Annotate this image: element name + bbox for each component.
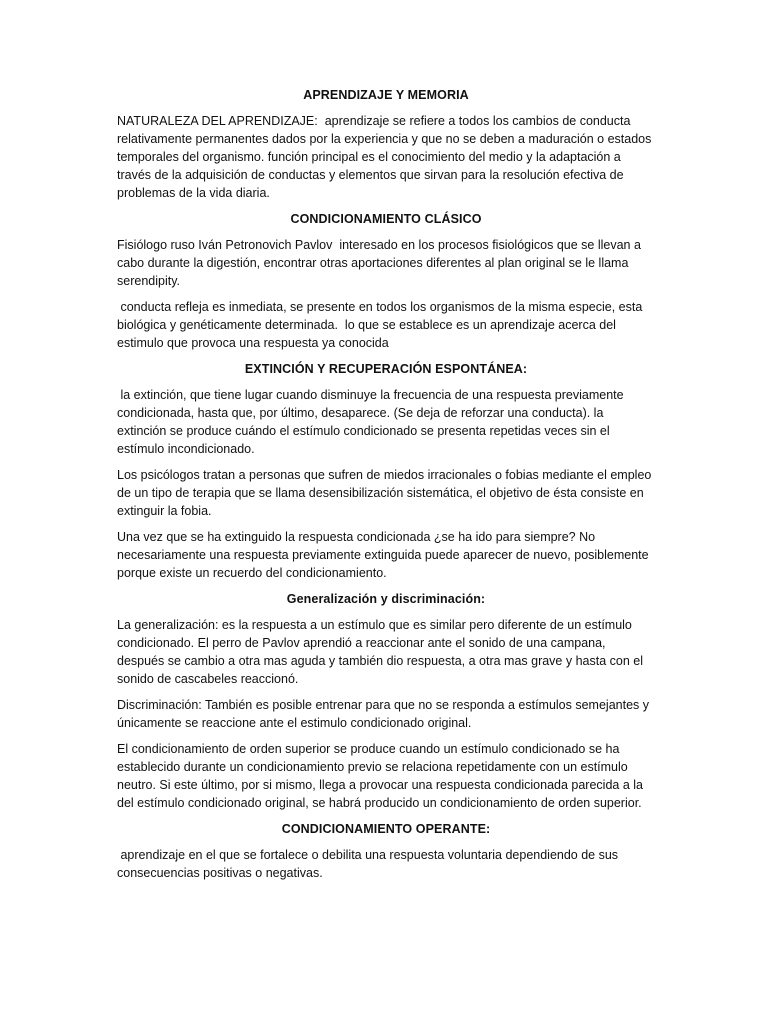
paragraph-operante: aprendizaje en el que se fortalece o debilita una respuesta voluntaria dependiendo de sus consecuencias positivas o negativas.: [117, 848, 622, 880]
paragraph-discriminacion: Discriminación: También es posible entrenar para que no se responda a estímulos semejantes y únicamente se reaccione ante el estimulo condicionado original.: [117, 698, 653, 730]
paragraph-naturaleza: NATURALEZA DEL APRENDIZAJE: aprendizaje se refiere a todos los cambios de conducta relativamente permanentes dados por la experiencia y que no se deben a maduración o estados temporales del organismo. función principal es el conocimiento del medio y la adaptación a través de la adquisición de conductas y elementos que sirvan para la resolución efectiva de problemas de la vida diaria.: [117, 114, 655, 200]
paragraph-psicologos: Los psicólogos tratan a personas que sufren de miedos irracionales o fobias mediante el empleo de un tipo de terapia que se llama desensibilización sistemática, el objetivo de ésta consiste en extinguir la fobia.: [117, 468, 655, 518]
paragraph-pavlov: Fisiólogo ruso Iván Petronovich Pavlov interesado en los procesos fisiológicos que se llevan a cabo durante la digestión, encontrar otras aportaciones diferentes al plan original se le llama serendipity.: [117, 238, 645, 288]
heading-condicionamiento-operante: CONDICIONAMIENTO OPERANTE:: [281, 822, 491, 836]
paragraph-conducta-refleja: conducta refleja es inmediata, se presente en todos los organismos de la misma especie, esta biológica y genéticamente determinada. lo que se establece es un aprendizaje acerca del estimulo que provoca una respuesta ya conocida: [117, 300, 646, 350]
paragraph-generalizacion: La generalización: es la respuesta a un estímulo que es similar pero diferente de un estímulo condicionado. El perro de Pavlov aprendió a reaccionar ante el sonido de una campana, después se cambio a otra mas aguda y también dio respuesta, a otra mas grave y hasta con el sonido de cascabeles reaccionó.: [117, 618, 647, 686]
heading-aprendizaje-y-memoria: APRENDIZAJE Y MEMORIA: [303, 88, 469, 102]
heading-generalizacion: Generalización y discriminación:: [286, 592, 486, 606]
paragraph-extincion: la extinción, que tiene lugar cuando disminuye la frecuencia de una respuesta previamente condicionada, hasta que, por último, desaparece. (Se deja de reforzar una conducta). la extinción se produce cuándo el estímulo condicionado se presenta repetidas veces sin el estímulo incondicionado.: [117, 388, 628, 456]
paragraph-orden-superior: El condicionamiento de orden superior se produce cuando un estímulo condicionado se ha establecido durante un condicionamiento previo se relaciona repetidamente con un estímulo neutro. Si este último, por si mismo, llega a provocar una respuesta condicionada parecida a la del estímulo condicionado original, se habrá producido un condicionamiento de orden superior.: [117, 742, 647, 810]
document-page: [117, 86, 655, 890]
paragraph-recuperacion: Una vez que se ha extinguido la respuesta condicionada ¿se ha ido para siempre? No necesariamente una respuesta previamente extinguida puede aparecer de nuevo, posiblemente porque existe un recuerdo del condicionamiento.: [117, 530, 653, 580]
heading-extincion: EXTINCIÓN Y RECUPERACIÓN ESPONTÁNEA:: [244, 362, 528, 376]
heading-condicionamiento-clasico: CONDICIONAMIENTO CLÁSICO: [290, 212, 482, 226]
